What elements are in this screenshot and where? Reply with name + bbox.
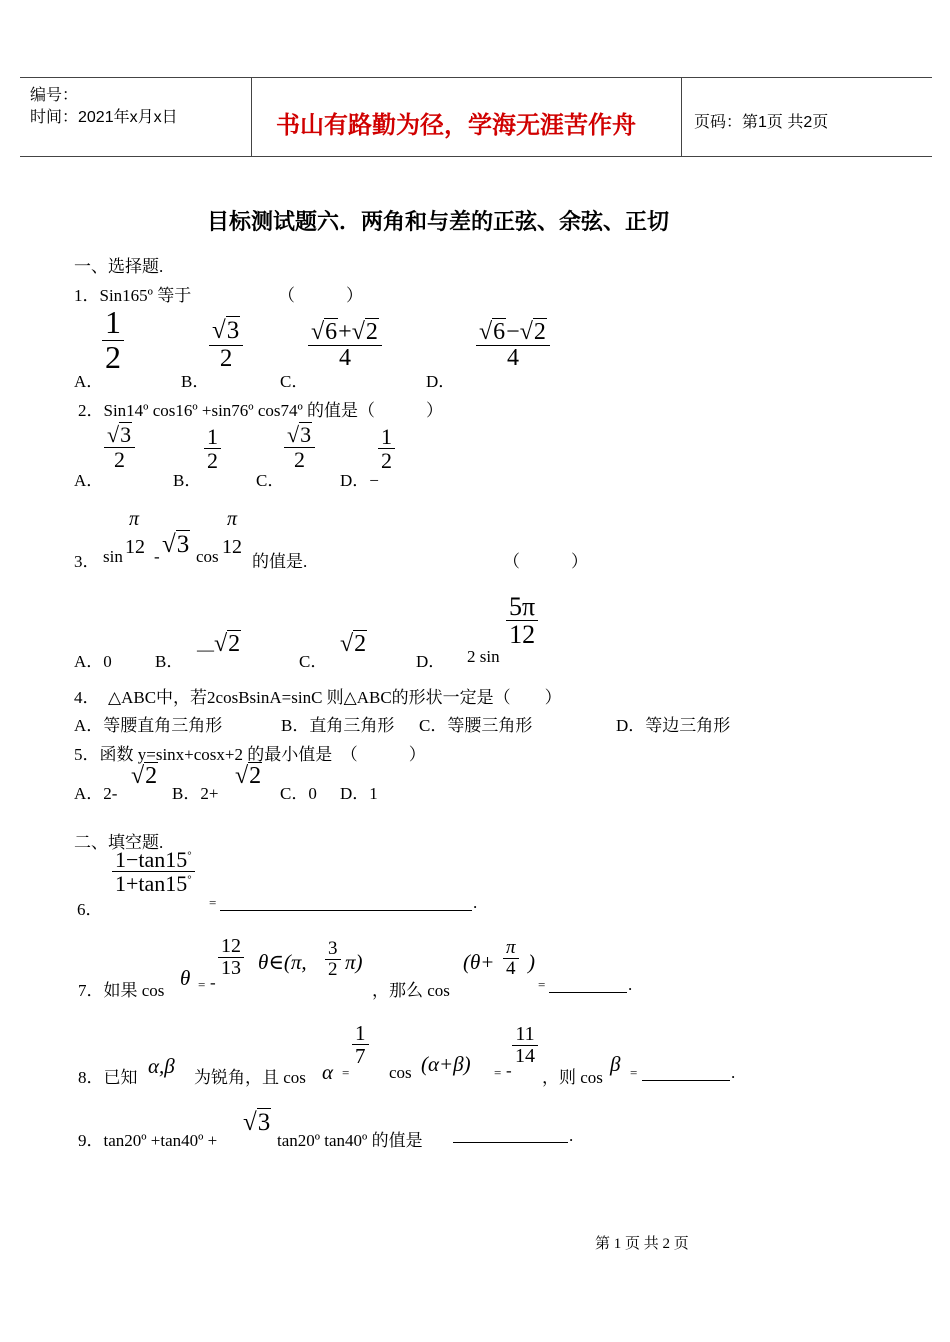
q8-equals-2: = bbox=[494, 1065, 502, 1080]
q1-option-a: A． bbox=[74, 372, 104, 391]
q5-option-a: A．2- bbox=[74, 784, 118, 803]
q7-prefix: 7．如果 cos bbox=[78, 981, 165, 1000]
q8-frac-1-7: $\frac{1}{7}$ bbox=[352, 1022, 369, 1067]
q7-minus: - bbox=[210, 973, 216, 992]
q2-option-a: A． bbox=[74, 471, 104, 490]
q5-a-sqrt2: √2 bbox=[131, 763, 158, 789]
q9-sqrt3: √3 bbox=[243, 1109, 271, 1136]
q5-option-c: C．0 bbox=[280, 784, 317, 803]
q8-minus: - bbox=[506, 1061, 512, 1080]
q2-stem: 2．Sin14º cos16º +sin76º cos74º 的值是（ ） bbox=[78, 401, 444, 420]
q1-b-fraction: $\frac{√3}{2}$ bbox=[209, 316, 243, 372]
q3-option-b: B． bbox=[155, 652, 184, 671]
q3-c-sqrt2: √2 bbox=[340, 631, 367, 657]
q2-option-b: B． bbox=[173, 471, 202, 490]
q3-option-a: A．0 bbox=[74, 652, 112, 671]
q5-option-d: D．1 bbox=[340, 784, 378, 803]
q2-a-fraction: $\frac{√3}{2}$ bbox=[104, 422, 135, 471]
q1-option-b: B． bbox=[181, 372, 210, 391]
q2-option-d: D．− bbox=[340, 471, 379, 490]
q9-prefix: 9．tan20º +tan40º + bbox=[78, 1131, 218, 1150]
q3-number: 3． bbox=[74, 552, 100, 571]
q7-frac-3-2: $\frac{3}{2}$ bbox=[325, 939, 341, 980]
q7-mid: ，那么 cos bbox=[372, 981, 450, 1000]
page-title: 目标测试题六．两角和与差的正弦、余弦、正切 bbox=[207, 209, 670, 234]
q7-theta: θ bbox=[180, 966, 191, 990]
q1-c-fraction: $\frac{√6+√2}{4}$ bbox=[308, 318, 382, 372]
header-divider bbox=[251, 78, 252, 156]
q7-equals: = bbox=[198, 977, 206, 992]
q7-frac-pi-4: $\frac{\pi}{4}$ bbox=[503, 938, 519, 979]
page-footer: 第 1 页 共 2 页 bbox=[595, 1236, 689, 1252]
q3-b-sqrt2: √2 bbox=[214, 631, 241, 657]
header-motto: 书山有路勤为径，学海无涯苦作舟 bbox=[276, 113, 636, 139]
q7-paren-close: ) bbox=[528, 950, 535, 974]
q8-frac-11-14: $\frac{11}{14}$ bbox=[512, 1024, 538, 1067]
header-divider bbox=[681, 78, 682, 156]
q7-equals-2: = bbox=[538, 977, 546, 992]
q4-option-a: A．等腰直角三角形 bbox=[74, 716, 223, 735]
q8-alpha-beta: α,β bbox=[148, 1054, 175, 1078]
q2-b-fraction: $\frac{1}{2}$ bbox=[204, 425, 221, 472]
q3-option-d: D． bbox=[416, 652, 446, 671]
q5-option-b: B．2+ bbox=[172, 784, 219, 803]
q7-paren-open: (θ+ bbox=[463, 950, 495, 974]
q6-number: 6． bbox=[77, 900, 103, 919]
q8-alpha: α bbox=[322, 1060, 334, 1084]
section-choice: 一、选择题. bbox=[74, 257, 164, 276]
q6-period: . bbox=[473, 893, 478, 912]
q7-pi-close: π) bbox=[345, 950, 363, 974]
q2-c-fraction: $\frac{√3}{2}$ bbox=[284, 422, 315, 471]
q6-equals: = bbox=[209, 895, 217, 910]
q7-theta-range: θ∈(π, bbox=[258, 950, 307, 974]
q8-beta: β bbox=[610, 1052, 621, 1076]
q8-alpha-plus-beta: (α+β) bbox=[421, 1052, 471, 1076]
q7-frac-12-13: $\frac{12}{13}$ bbox=[218, 936, 244, 979]
q4-option-c: C．等腰三角形 bbox=[419, 716, 533, 735]
q6-answer-blank[interactable] bbox=[220, 910, 472, 911]
q5-stem: 5．函数 y=sinx+cosx+2 的最小值是 （ ） bbox=[74, 745, 426, 764]
q4-option-d: D．等边三角形 bbox=[616, 716, 731, 735]
header-page: 页码：第1页 共2页 bbox=[694, 114, 829, 131]
q3-minus: - bbox=[154, 547, 160, 566]
q7-answer-blank[interactable] bbox=[549, 992, 627, 993]
q3-twelve-1: 12 bbox=[125, 536, 145, 558]
q3-twelve-2: 12 bbox=[222, 536, 242, 558]
q7-period: . bbox=[628, 975, 633, 994]
q6-fraction: $\frac{1-\tan 15^\circ}{1+\tan 15^\circ}$ bbox=[112, 848, 195, 895]
q8-answer-blank[interactable] bbox=[642, 1080, 730, 1081]
q3-pi-2: π bbox=[227, 508, 238, 530]
q3-b-dash: — bbox=[197, 640, 214, 659]
q1-option-c: C． bbox=[280, 372, 309, 391]
q8-period: . bbox=[731, 1063, 736, 1082]
q1-paren: （ ） bbox=[278, 286, 363, 305]
q9-period: . bbox=[569, 1126, 574, 1145]
q4-stem: 4． △ABC中，若2cosBsinA=sinC 则△ABC的形状一定是（ ） bbox=[74, 688, 562, 707]
q3-cos: cos bbox=[196, 547, 219, 566]
q3-sin: sin bbox=[103, 547, 123, 566]
q8-mid: 为锐角，且 cos bbox=[194, 1068, 306, 1087]
q1-a-fraction: $\frac{1}{2}$ bbox=[102, 306, 124, 374]
q1-d-fraction: $\frac{√6-√2}{4}$ bbox=[476, 318, 550, 372]
q8-cos2: cos bbox=[389, 1063, 412, 1082]
q9-post: tan20º tan40º 的值是 bbox=[277, 1131, 423, 1150]
q8-equals: = bbox=[342, 1065, 350, 1080]
q3-option-c: C． bbox=[299, 652, 328, 671]
q3-d-fraction: $\frac{5\pi}{12}$ bbox=[506, 593, 538, 649]
q2-d-fraction: $\frac{1}{2}$ bbox=[378, 425, 395, 472]
q3-pi-1: π bbox=[129, 508, 140, 530]
q1-stem: 1．Sin165º 等于 bbox=[74, 286, 192, 305]
q3-paren: （ ） bbox=[503, 552, 588, 571]
q5-b-sqrt2: √2 bbox=[235, 763, 262, 789]
q1-option-d: D． bbox=[426, 372, 456, 391]
q3-tail: 的值是. bbox=[252, 552, 308, 571]
q2-option-c: C． bbox=[256, 471, 285, 490]
q3-d-prefix: 2 sin bbox=[467, 647, 500, 666]
q8-equals-3: = bbox=[630, 1065, 638, 1080]
q8-prefix: 8．已知 bbox=[78, 1068, 138, 1087]
q4-option-b: B．直角三角形 bbox=[281, 716, 395, 735]
q9-answer-blank[interactable] bbox=[453, 1142, 568, 1143]
header-time: 时间：2021年x月x日 bbox=[30, 109, 178, 126]
section-fill: 二、填空题. bbox=[74, 833, 164, 852]
q8-then: ，则 cos bbox=[542, 1068, 603, 1087]
q3-sqrt3: √3 bbox=[162, 531, 190, 558]
header-number: 编号： bbox=[30, 87, 79, 104]
